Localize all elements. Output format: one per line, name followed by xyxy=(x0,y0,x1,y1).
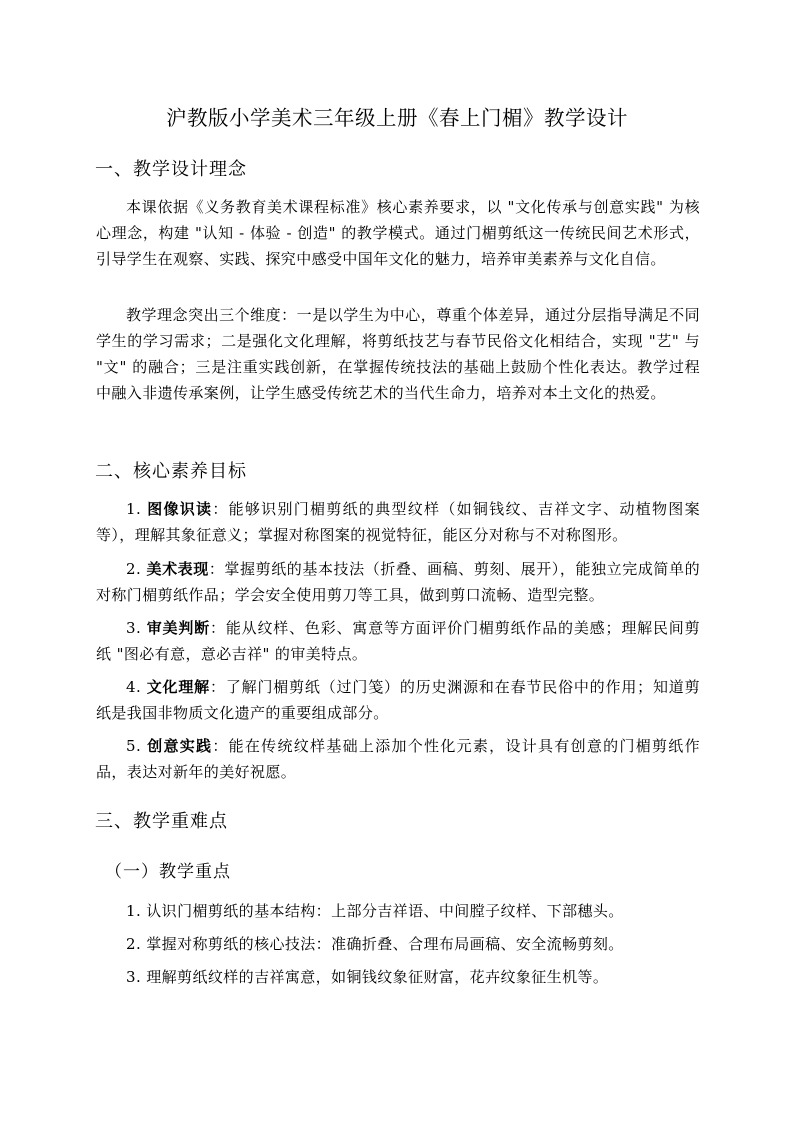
goal-item xyxy=(96,733,700,785)
goal-item xyxy=(96,496,700,548)
goal-item xyxy=(96,615,700,667)
goal-number: 5. xyxy=(126,737,142,755)
goal-text: ：能够识别门楣剪纸的典型纹样（如铜钱纹、吉祥文字、动植物图案等），理解其象征意义；掌握对称图案的视觉特征，能区分对称与不对称图形。 xyxy=(96,500,700,544)
goal-item xyxy=(96,674,700,726)
document-title: 沪教版小学美术三年级上册《春上门楣》教学设计 xyxy=(166,106,628,130)
goal-text: ：了解门楣剪纸（过门笺）的历史渊源和在春节民俗中的作用；知道剪纸是我国非物质文化遗产的重要组成部分。 xyxy=(96,678,700,722)
paragraph: 本课依据《义务教育美术课程标准》核心素养要求，以 "文化传承与创意实践" 为核心理念，构建 "认知 - 体验 - 创造" 的教学模式。通过门楣剪纸这一传统民间艺术形式，引导学生在观察、实践、探究中感受中国年文化的魅力，培养审美素养与文化自信。 xyxy=(96,198,700,268)
goal-label: 图像识读 xyxy=(147,500,213,518)
goal-text: ：能在传统纹样基础上添加个性化元素，设计具有创意的门楣剪纸作品，表达对新年的美好祝愿。 xyxy=(96,737,700,781)
goal-label: 美术表现 xyxy=(146,560,209,578)
goal-number: 1. xyxy=(126,500,142,518)
goal-text: ：掌握剪纸的基本技法（折叠、画稿、剪刻、展开），能独立完成简单的对称门楣剪纸作品；学会安全使用剪刀等工具，做到剪口流畅、造型完整。 xyxy=(96,560,700,604)
focus-item: 2. 掌握对称剪纸的核心技法：准确折叠、合理布局画稿、安全流畅剪刻。 xyxy=(126,935,624,953)
goal-text: ：能从纹样、色彩、寓意等方面评价门楣剪纸作品的美感；理解民间剪纸 "图必有意，意必吉祥" 的审美特点。 xyxy=(96,619,700,663)
goal-label: 文化理解 xyxy=(146,678,210,696)
goal-label: 审美判断 xyxy=(146,619,210,637)
focus-item: 1. 认识门楣剪纸的基本结构：上部分吉祥语、中间膛子纹样、下部穗头。 xyxy=(126,902,624,920)
goal-item xyxy=(96,556,700,608)
goal-number: 4. xyxy=(126,678,142,696)
section-heading-philosophy: 一、教学设计理念 xyxy=(95,159,247,180)
goal-number: 2. xyxy=(126,560,142,578)
focus-item: 3. 理解剪纸纹样的吉祥寓意，如铜钱纹象征财富，花卉纹象征生机等。 xyxy=(126,968,609,986)
goal-number: 3. xyxy=(126,619,142,637)
subsection-heading-focus: （一）教学重点 xyxy=(105,862,231,882)
goal-label: 创意实践 xyxy=(147,737,213,755)
section-heading-key-points: 三、教学重难点 xyxy=(95,811,228,832)
section-heading-goals: 二、核心素养目标 xyxy=(95,461,247,482)
paragraph: 教学理念突出三个维度：一是以学生为中心，尊重个体差异，通过分层指导满足不同学生的学习需求；二是强化文化理解，将剪纸技艺与春节民俗文化相结合，实现 "艺" 与 "文" 的融合；三是注重实践创新，在掌握传统技法的基础上鼓励个性化表达。教学过程中融入非遗传承案例，让学生感受传统艺术的当代生命力，培养对本土文化的热爱。 xyxy=(96,306,700,402)
